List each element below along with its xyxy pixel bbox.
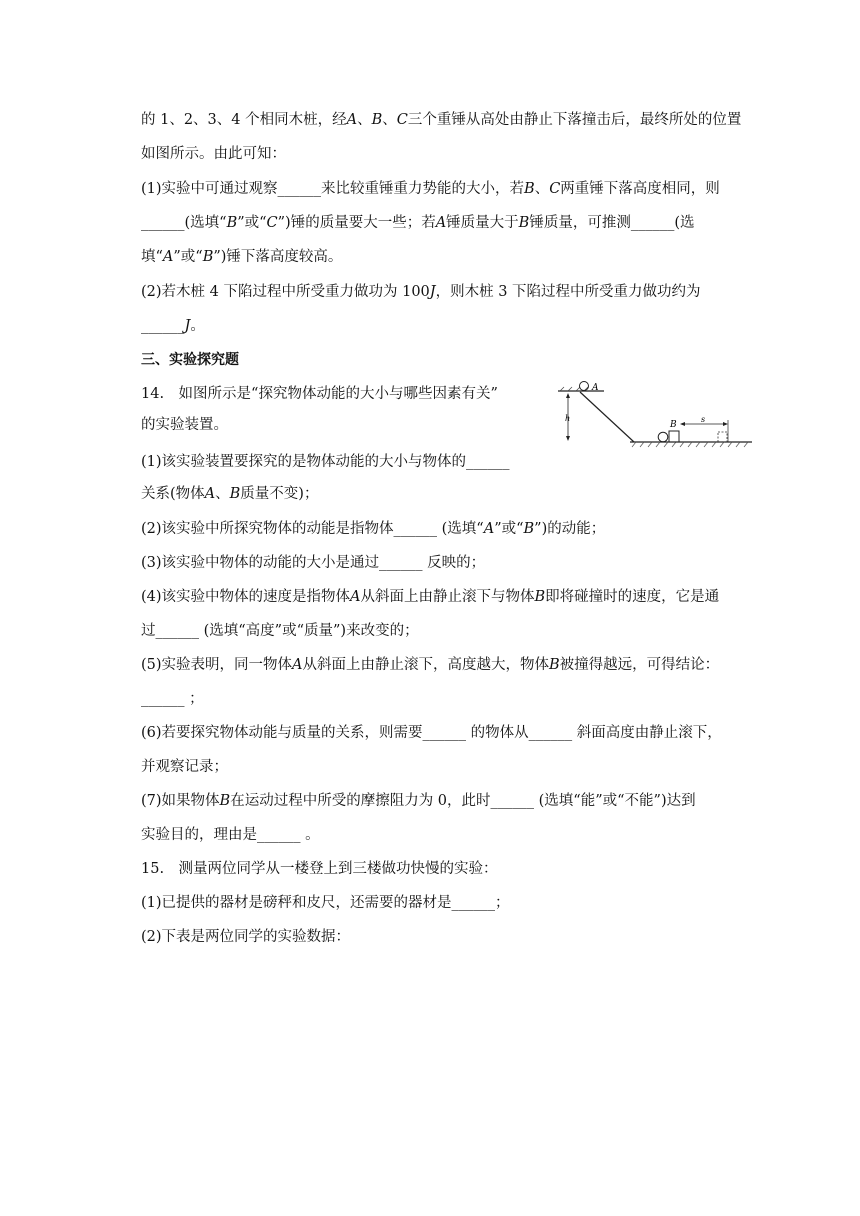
text-line: 关系(物体𝐴、𝐵质量不变)； [141,486,319,502]
question-15-part-1: (1)已提供的器材是磅秤和皮尺，还需要的器材是______； [141,895,510,911]
question-13-part-2-line: (2)若木桩 4 下陷过程中所受重力做功为 100𝐽，则木桩 3 下陷过程中所受重力做功约为 [141,284,701,300]
question-14-stem: 14. 如图所示是“探究物体动能的大小与哪些因素有关” [141,386,498,402]
block-b [669,431,679,442]
question-14-part-5: (5)实验表明，同一物体𝐴从斜面上由静止滚下，高度越大，物体𝐵被撞得越远，可得结论： [141,657,720,673]
text-line: 的 1、2、3、4 个相同木桩，经𝐴、𝐵、𝐶三个重锤从高处由静止下落撞击后，最终所处的位置 [141,112,742,128]
question-15-part-2: (2)下表是两位同学的实验数据： [141,929,351,945]
question-14-part-4: (4)该实验中物体的速度是指物体𝐴从斜面上由静止滚下与物体𝐵即将碰撞时的速度，它是通 [141,589,720,605]
text-line: ______(选填“𝐵”或“𝐶”)锤的质量要大一些；若𝐴锤质量大于𝐵锤质量，可推测______(选 [141,215,695,231]
question-14-part-1: (1)该实验装置要探究的是物体动能的大小与物体的______ [141,454,510,470]
question-14-part-2: (2)该实验中所探究物体的动能是指物体______ (选填“𝐴”或“𝐵”)的动能； [141,521,606,537]
label-a: A [592,383,599,393]
text-line: 填“𝐴”或“𝐵”)锤下落高度较高。 [141,249,343,265]
incline-experiment-figure [556,381,754,449]
label-b: B [670,420,677,430]
ball-a [580,382,589,391]
text-line: 如图所示。由此可知： [141,146,286,162]
text-line: 并观察记录； [141,759,228,775]
text-line: ______𝐽。 [141,318,205,334]
question-14-part-3: (3)该实验中物体的动能的大小是通过______ 反映的； [141,555,486,571]
section-heading: 三、实验探究题 [141,352,239,368]
text-line: 的实验装置。 [141,417,228,433]
question-13-part-1-line: (1)实验中可通过观察______来比较重锤重力势能的大小，若𝐵、𝐶两重锤下落高度相同，则 [141,181,720,197]
text-line: ______ ； [141,691,204,707]
question-14-part-7: (7)如果物体𝐵在运动过程中所受的摩擦阻力为 0，此时______ (选填“能”或“不能”)达到 [141,793,696,809]
text-line: 过______ (选填“高度”或“质量”)来改变的； [141,623,419,639]
block-b-final-position [718,432,727,442]
question-14-part-6: (6)若要探究物体动能与质量的关系，则需要______ 的物体从______ 斜面高度由静止滚下， [141,725,722,741]
label-h: h [565,414,571,423]
question-15-stem: 15. 测量两位同学从一楼登上到三楼做功快慢的实验： [141,861,498,877]
label-s: s [701,415,706,424]
incline-slope [580,392,634,442]
ball-at-bottom [658,432,668,442]
text-line: 实验目的，理由是______ 。 [141,827,320,843]
